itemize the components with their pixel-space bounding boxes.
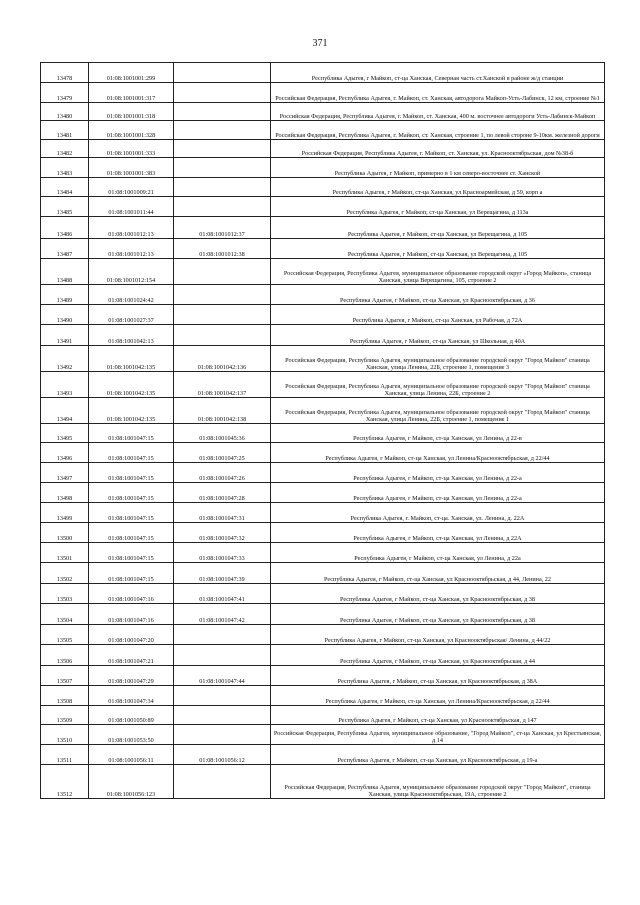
parcel-number (174, 305, 271, 325)
table-row (41, 625, 605, 645)
cadastral-number: 01:08:1001001:328 (89, 121, 174, 140)
address: Республика Адыгея, г Майкоп, ст-ца Ханская, ул Школьная, д 40А (271, 325, 605, 346)
table-row (41, 584, 605, 604)
row-number: 13498 (41, 483, 89, 503)
address: Республика Адыгея, г Майкоп, ст-ца Ханская, ул Ленина, д 22-а (271, 483, 605, 503)
address: Республика Адыгея, г Майкоп, ст-ца Ханская, ул Краснооктябрьская, д 44, Ленина, 22 (271, 563, 605, 584)
parcel-number: 01:08:1001047:32 (174, 523, 271, 543)
cadastral-number: 01:08:1001042:13 (89, 325, 174, 346)
row-number: 13505 (41, 625, 89, 645)
address: Республика Адыгея, г Майкоп, ст-ца Ханская, ул Краснооктябрьская, д 38 (271, 584, 605, 604)
row-number: 13495 (41, 424, 89, 443)
address: Республика Адыгея, г Майкоп, ст-ца Ханская, ул Краснооктябрьская, д 38А (271, 666, 605, 686)
address: Российская Федерация, Республика Адыгея, муниципальное образование городской округ "Город Майкоп" станица Ханская, улица Ленина, 22Б, строение 1, помещение 3 (271, 346, 605, 372)
row-number: 13484 (41, 178, 89, 197)
table-row (41, 305, 605, 325)
cadastral-number: 01:08:1001001:317 (89, 83, 174, 103)
address: Республика Адыгея, г Майкоп, ст-ца Ханская, ул Краснооктябрьская/ Ленина, д 44/22 (271, 625, 605, 645)
table-row (41, 103, 605, 121)
parcel-number (174, 140, 271, 158)
parcel-number: 01:08:1001042:137 (174, 372, 271, 398)
table-row (41, 372, 605, 398)
page-number: 371 (312, 38, 328, 49)
cadastral-number: 01:08:1001047:15 (89, 424, 174, 443)
address: Республика Адыгея, г Майкоп, примерно в 1 км северо-восточнее ст. Ханской (271, 158, 605, 178)
table-row (41, 217, 605, 239)
cadastral-number: 01:08:1001056:11 (89, 745, 174, 765)
table-row (41, 645, 605, 666)
cadastral-number: 01:08:1001042:135 (89, 346, 174, 372)
cadastral-number: 01:08:1001056:123 (89, 765, 174, 799)
parcel-number (174, 259, 271, 285)
cadastral-number: 01:08:1001047:15 (89, 463, 174, 483)
address: Российская Федерация, Республика Адыгея, муниципальное образование городской округ "Город Майкоп", станица Ханская, улица Краснооктябрьская, 19А, строение 2 (271, 765, 605, 799)
parcel-number: 01:08:1001012:38 (174, 239, 271, 259)
row-number: 13512 (41, 765, 89, 799)
parcel-number: 01:08:1001047:31 (174, 503, 271, 523)
parcel-number (174, 103, 271, 121)
table-row (41, 443, 605, 463)
table-row (41, 83, 605, 103)
row-number: 13506 (41, 645, 89, 666)
row-number: 13504 (41, 604, 89, 625)
address: Республика Адыгея, г Майкоп, ст-ца Ханская, ул Красноармейская, д 59, корп а (271, 178, 605, 197)
row-number: 13493 (41, 372, 89, 398)
row-number: 13511 (41, 745, 89, 765)
address: Республика Адыгея, г Майкоп, ст-ца Ханская, ул Ленина, д 22-в (271, 424, 605, 443)
row-number: 13479 (41, 83, 89, 103)
parcel-number (174, 197, 271, 217)
address: Республика Адыгея, г Майкоп, ст-ца Ханская, ул Верещагина, д 113а (271, 197, 605, 217)
cadastral-number: 01:08:1001024:42 (89, 285, 174, 305)
address: Республика Адыгея, г Майкоп, ст-ца Ханская, ул Рабочая, д 72А (271, 305, 605, 325)
table-row (41, 604, 605, 625)
table-row (41, 346, 605, 372)
cadastral-number: 01:08:1001047:15 (89, 443, 174, 463)
address: Российская Федерация, Республика Адыгея, г. Майкоп, ст. Ханская, автодорога Майкоп-Усть-Лабинск, 12 км, строение №1 (271, 83, 605, 103)
address: Российская Федерация, Республика Адыгея, муниципальное образование городской округ "Город Майкоп" станица Ханская, улица Ленина, 22Б, строение 2 (271, 372, 605, 398)
row-number: 13489 (41, 285, 89, 305)
table-row (41, 725, 605, 745)
parcel-number: 01:08:1001047:26 (174, 463, 271, 483)
address: Республика Адыгея, г Майкоп, ст-ца Ханская, ул Ленина, д 22А (271, 523, 605, 543)
address: Российская Федерация, Республика Адыгея, муниципальное образование городской округ «Город Майкоп», станица Ханская, улица Верещагина, 105, строение 2 (271, 259, 605, 285)
table-row (41, 121, 605, 140)
cadastral-number: 01:08:1001047:15 (89, 503, 174, 523)
row-number: 13481 (41, 121, 89, 140)
row-number: 13496 (41, 443, 89, 463)
table-row (41, 543, 605, 563)
address: Республика Адыгея, г Майкоп, ст-ца Ханская, ул Краснооктябрьская, д 19-а (271, 745, 605, 765)
row-number: 13509 (41, 706, 89, 725)
row-number: 13488 (41, 259, 89, 285)
table-row (41, 285, 605, 305)
cadastral-number: 01:08:1001053:50 (89, 725, 174, 745)
cadastral-number: 01:08:1001011:44 (89, 197, 174, 217)
address: Республика Адыгея, г Майкоп, ст-ца Ханская, ул Ленина/Краснооктябрьская, д 22/44 (271, 443, 605, 463)
row-number: 13487 (41, 239, 89, 259)
row-number: 13510 (41, 725, 89, 745)
table-row (41, 765, 605, 799)
address: Республика Адыгея, г Майкоп, ст-ца Ханская, ул Верещагина, д 105 (271, 217, 605, 239)
table-row (41, 503, 605, 523)
cadastral-number: 01:08:1001012:13 (89, 217, 174, 239)
table-row (41, 563, 605, 584)
row-number: 13503 (41, 584, 89, 604)
cadastral-number: 01:08:1001001:299 (89, 63, 174, 83)
parcel-number (174, 121, 271, 140)
row-number: 13507 (41, 666, 89, 686)
row-number: 13501 (41, 543, 89, 563)
table-row (41, 178, 605, 197)
cadastral-number: 01:08:1001047:15 (89, 543, 174, 563)
row-number: 13491 (41, 325, 89, 346)
parcel-number (174, 706, 271, 725)
address: Республика Адыгея, г Майкоп, ст-ца Ханская, ул Краснооктябрьская, д 147 (271, 706, 605, 725)
cadastral-number: 01:08:1001001:333 (89, 140, 174, 158)
cadastral-number: 01:08:1001009:21 (89, 178, 174, 197)
row-number: 13482 (41, 140, 89, 158)
address: Российская Федерация, Республика Адыгея, муниципальное образование, "Город Майкоп", ст-ца Ханская, ул Крестьянская, д 14 (271, 725, 605, 745)
cadastral-number: 01:08:1001047:15 (89, 523, 174, 543)
cadastral-number: 01:08:1001050:89 (89, 706, 174, 725)
address: Республика Адыгея, г Майкоп, ст-ца Ханская, ул Ленина, д 22а (271, 543, 605, 563)
table-row (41, 706, 605, 725)
row-number: 13502 (41, 563, 89, 584)
parcel-number (174, 63, 271, 83)
parcel-number: 01:08:1001047:44 (174, 666, 271, 686)
table-row (41, 63, 605, 83)
parcel-number (174, 686, 271, 706)
parcel-number (174, 325, 271, 346)
parcel-number: 01:08:1001056:12 (174, 745, 271, 765)
parcel-number (174, 645, 271, 666)
row-number: 13480 (41, 103, 89, 121)
row-number: 13486 (41, 217, 89, 239)
table-row (41, 239, 605, 259)
address: Республика Адыгея, г Майкоп, ст-ца Ханская, ул Ленина, д 22-а (271, 463, 605, 483)
parcel-number: 01:08:1001045:36 (174, 424, 271, 443)
parcel-number: 01:08:1001042:138 (174, 398, 271, 424)
address: Республика Адыгея, г. Майкоп, ст-ца. Ханская, ул. Ленина, д. 22А (271, 503, 605, 523)
cadastral-number: 01:08:1001047:34 (89, 686, 174, 706)
address: Республика Адыгея, г Майкоп, ст-ца Ханская, ул Краснооктябрьская, д 38 (271, 604, 605, 625)
parcel-number: 01:08:1001042:136 (174, 346, 271, 372)
parcel-number: 01:08:1001012:37 (174, 217, 271, 239)
table-row (41, 398, 605, 424)
table-row (41, 325, 605, 346)
row-number: 13490 (41, 305, 89, 325)
row-number: 13494 (41, 398, 89, 424)
address: Республика Адыгея, г Майкоп, ст-ца Ханская, ул Краснооктябрьская, д 36 (271, 285, 605, 305)
cadastral-number: 01:08:1001001:318 (89, 103, 174, 121)
row-number: 13492 (41, 346, 89, 372)
row-number: 13499 (41, 503, 89, 523)
table-row (41, 158, 605, 178)
parcel-number (174, 285, 271, 305)
cadastral-number: 01:08:1001012:154 (89, 259, 174, 285)
cadastral-number: 01:08:1001027:37 (89, 305, 174, 325)
cadastral-number: 01:08:1001047:29 (89, 666, 174, 686)
cadastral-number: 01:08:1001047:15 (89, 483, 174, 503)
parcel-number: 01:08:1001047:28 (174, 483, 271, 503)
row-number: 13500 (41, 523, 89, 543)
parcel-number (174, 765, 271, 799)
table-row (41, 523, 605, 543)
parcel-number: 01:08:1001047:41 (174, 584, 271, 604)
row-number: 13483 (41, 158, 89, 178)
table-row (41, 140, 605, 158)
table-row (41, 745, 605, 765)
parcel-number (174, 178, 271, 197)
cadastral-number: 01:08:1001012:13 (89, 239, 174, 259)
address: Республика Адыгея, г Майкоп, ст-ца Ханская, ул Ленина/Краснооктябрьская, д 22/44 (271, 686, 605, 706)
table-row (41, 463, 605, 483)
parcel-number (174, 83, 271, 103)
cadastral-number: 01:08:1001042:135 (89, 398, 174, 424)
row-number: 13478 (41, 63, 89, 83)
address: Российская Федерация, Республика Адыгея, г. Майкоп, ст. Ханская, ул. Краснооктябрьская, дом №38-б (271, 140, 605, 158)
cadastral-number: 01:08:1001001:383 (89, 158, 174, 178)
cadastral-number: 01:08:1001042:135 (89, 372, 174, 398)
address: Республика Адыгея, г Майкоп, ст-ца Ханская, ул Краснооктябрьская, д 44 (271, 645, 605, 666)
parcel-number: 01:08:1001047:25 (174, 443, 271, 463)
table-row (41, 197, 605, 217)
row-number: 13485 (41, 197, 89, 217)
cadastral-number: 01:08:1001047:15 (89, 563, 174, 584)
row-number: 13497 (41, 463, 89, 483)
address: Республика Адыгея, г Майкоп, ст-ца Ханская, Северная часть ст.Ханской в районе ж/д станции (271, 63, 605, 83)
cadastral-number: 01:08:1001047:21 (89, 645, 174, 666)
parcel-number: 01:08:1001047:42 (174, 604, 271, 625)
address: Республика Адыгея, г Майкоп, ст-ца Ханская, ул Верещагина, д 105 (271, 239, 605, 259)
table-row (41, 424, 605, 443)
table-row (41, 686, 605, 706)
address: Российская Федерация, Республика Адыгея, г. Майкоп, ст. Ханская, строение 1, по левой стороне 9-10км. железной дороги (271, 121, 605, 140)
table-row (41, 483, 605, 503)
address: Российская Федерация, Республика Адыгея, муниципальное образование городской округ "Город Майкоп" станица Ханская, улица Ленина, 22Б, строение 1, помещение 1 (271, 398, 605, 424)
cadastral-number: 01:08:1001047:16 (89, 604, 174, 625)
table-row (41, 666, 605, 686)
row-number: 13508 (41, 686, 89, 706)
cadastral-number: 01:08:1001047:20 (89, 625, 174, 645)
parcel-number (174, 158, 271, 178)
cadastral-number: 01:08:1001047:16 (89, 584, 174, 604)
register-table (40, 62, 605, 799)
parcel-number: 01:08:1001047:33 (174, 543, 271, 563)
register-rows (41, 63, 605, 799)
parcel-number (174, 725, 271, 745)
address: Российская Федерация, Республика Адыгея, г. Майкоп, ст. Ханская, 400 м. восточнее автодороги Усть-Лабинск-Майкоп (271, 103, 605, 121)
parcel-number: 01:08:1001047:39 (174, 563, 271, 584)
parcel-number (174, 625, 271, 645)
table-row (41, 259, 605, 285)
